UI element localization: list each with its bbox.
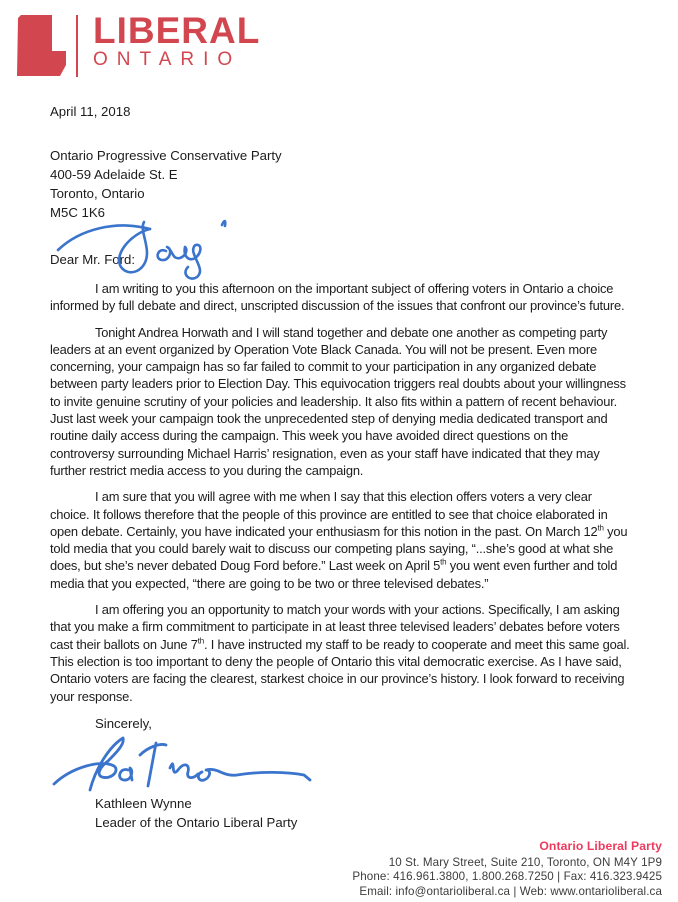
letter-footer	[352, 839, 662, 899]
letter-body	[50, 280, 632, 705]
liberal-l-logo-icon	[16, 14, 67, 78]
recipient-address-block	[50, 146, 632, 222]
brand-name-ontario: ONTARIO	[93, 49, 242, 70]
paragraph-3: I am sure that you will agree with me when I say that this election offers voters a very clear choice. It follows therefore that the people of this province are entitled to see that choice elaborated in open debate. Certainly, you have indicated your enthusiasm for this notion in the past. On March 12th you told media that you could barely wait to discuss our competing plans saying, “...she’s good at what she does, but she’s never debated Doug Ford before.” Last week on April 5th you went even further and told media that you expected, “there are going to be two or three televised debates.”	[50, 489, 628, 591]
handwritten-doug-annotation	[54, 216, 240, 280]
footer-email-web: Email: info@ontarioliberal.ca | Web: www.ontarioliberal.ca	[359, 884, 662, 898]
recipient-line: 400-59 Adelaide St. E	[50, 167, 178, 182]
paragraph-2: Tonight Andrea Horwath and I will stand together and debate one another as competing party leaders at an event organized by Operation Vote Black Canada. You will not be present. Even more concerning, your campaign has so far failed to commit to your participation in any organized debate between party leaders prior to Election Day. This equivocation triggers real doubts about your willingness to invite genuine scrutiny of your policies and leadership. It also fits within a pattern of recent behaviour. Just last week your campaign took the unprecedented step of denying media dedicated transport and routine daily access during the campaign. This week you have avoided direct questions on the controversy surrounding Michael Harris’ resignation, even as your staff have indicated that they may further restrict media access to you during the campaign.	[50, 324, 626, 478]
letterhead	[16, 10, 632, 82]
logo-divider-rule	[76, 15, 78, 77]
brand-name-liberal: LIBERAL	[93, 10, 261, 51]
salutation-block	[50, 252, 632, 270]
salutation-text: Dear Mr. Ford:	[50, 252, 136, 267]
signature-kathleen-wynne	[50, 734, 314, 794]
signer-title: Leader of the Ontario Liberal Party	[95, 814, 298, 830]
signer-name: Kathleen Wynne	[95, 795, 192, 811]
footer-phone-fax: Phone: 416.961.3800, 1.800.268.7250 | Fax: 416.323.9425	[352, 870, 662, 884]
letter-date: April 11, 2018	[50, 104, 131, 119]
recipient-line: Ontario Progressive Conservative Party	[50, 148, 282, 163]
recipient-line: Toronto, Ontario	[50, 186, 145, 201]
closing-text: Sincerely,	[95, 715, 152, 731]
paragraph-4: I am offering you an opportunity to match your words with your actions. Specifically, I am asking that you make a firm commitment to participate in at least three televised leaders’ debates before voters cast their ballots on June 7th. I have instructed my staff to be ready to cooperate and meet this same goal. This election is too important to deny the people of Ontario this vital democratic exercise. As I have said, Ontario voters are facing the clearest, starkest choice in our province’s history. I look forward to receiving your response.	[50, 602, 630, 704]
footer-address: 10 St. Mary Street, Suite 210, Toronto, ON M4Y 1P9	[388, 855, 662, 869]
recipient-line: M5C 1K6	[50, 205, 105, 220]
paragraph-1: I am writing to you this afternoon on the important subject of offering voters in Ontario a choice informed by full debate and direct, unscripted discussion of the issues that confront our province’s future.	[50, 281, 625, 314]
footer-org-name: Ontario Liberal Party	[539, 839, 662, 854]
logo-wordmark	[93, 10, 261, 70]
